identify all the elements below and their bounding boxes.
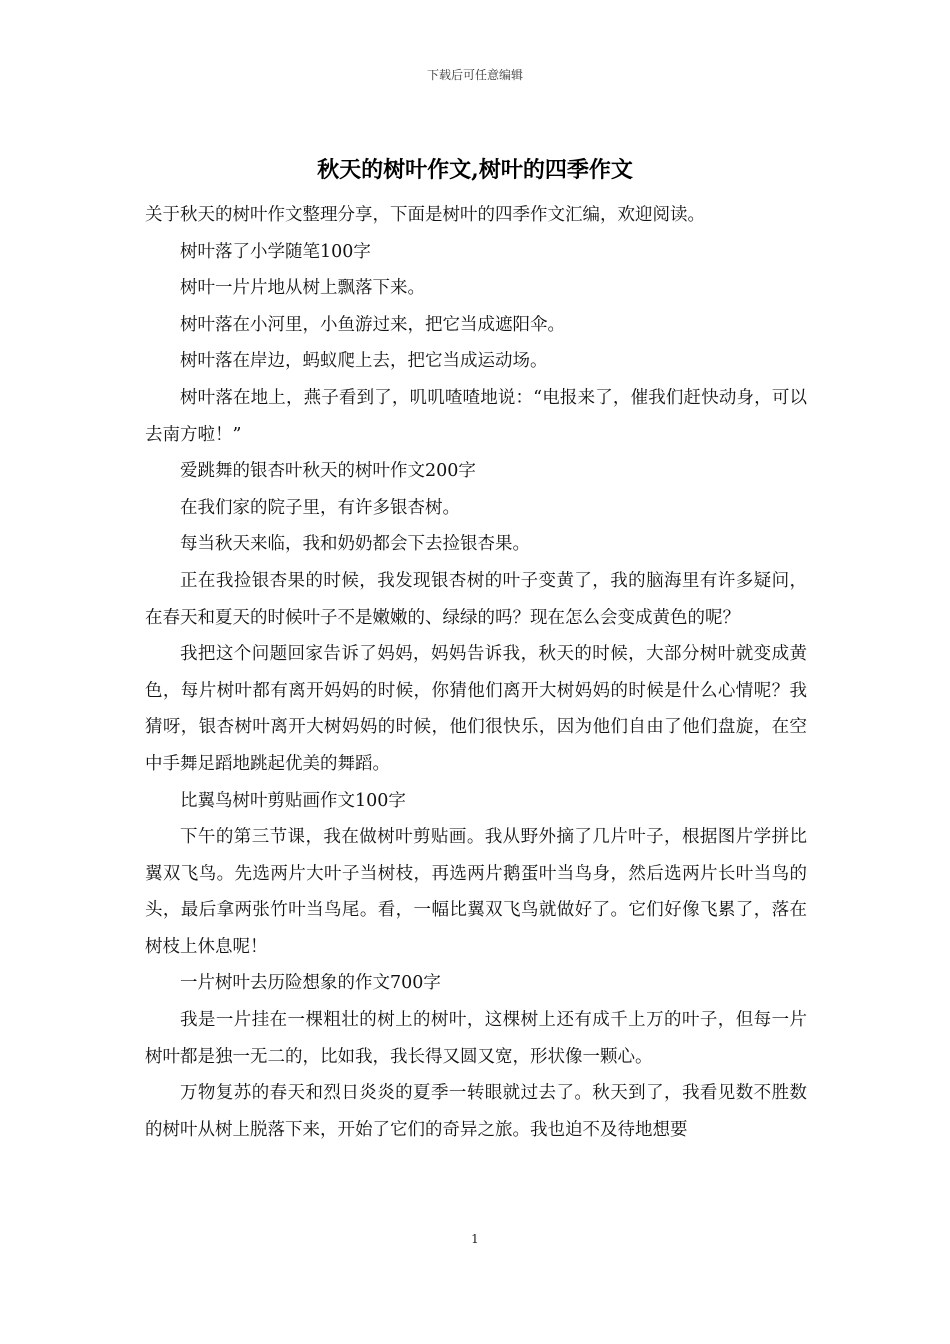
paragraph: 下午的第三节课，我在做树叶剪贴画。我从野外摘了几片叶子，根据图片学拼比翼双飞鸟。先选两片大叶子当树枝，再选两片鹅蛋叶当鸟身，然后选两片长叶当鸟的头，最后拿两张竹叶当鸟尾。看，一幅比翼双飞鸟就做好了。它们好像飞累了，落在树枝上休息呢！	[145, 827, 807, 957]
paragraph: 我是一片挂在一棵粗壮的树上的树叶，这棵树上还有成千上万的叶子，但每一片树叶都是独一无二的，比如我，我长得又圆又宽，形状像一颗心。	[145, 1010, 807, 1067]
paragraph: 树叶落在地上，燕子看到了，叽叽喳喳地说：“电报来了，催我们赶快动身，可以去南方啦！”	[145, 387, 807, 445]
paragraph: 树叶落在小河里，小鱼游过来，把它当成遮阳伞。	[180, 314, 565, 335]
paragraph: 每当秋天来临，我和奶奶都会下去捡银杏果。	[180, 534, 530, 555]
document-title: 秋天的树叶作文,树叶的四季作文	[317, 157, 633, 183]
paragraph-heading-3: 比翼鸟树叶剪贴画作文100字	[180, 790, 406, 811]
document-body	[145, 197, 807, 1148]
paragraph: 万物复苏的春天和烈日炎炎的夏季一转眼就过去了。秋天到了，我看见数不胜数的树叶从树上脱落下来，开始了它们的奇异之旅。我也迫不及待地想要	[145, 1083, 807, 1140]
paragraph: 树叶落在岸边，蚂蚁爬上去，把它当成运动场。	[180, 351, 548, 372]
paragraph: 正在我捡银杏果的时候，我发现银杏树的叶子变黄了，我的脑海里有许多疑问，在春天和夏天的时候叶子不是嫩嫩的、绿绿的吗？现在怎么会变成黄色的呢？	[145, 570, 807, 628]
page-header-note: 下载后可任意编辑	[426, 68, 523, 82]
page-number: 1	[471, 1232, 479, 1246]
paragraph: 树叶一片片地从树上飘落下来。	[180, 278, 425, 299]
paragraph-heading-4: 一片树叶去历险想象的作文700字	[180, 973, 441, 994]
paragraph-heading-2: 爱跳舞的银杏叶秋天的树叶作文200字	[180, 461, 476, 482]
paragraph-intro: 关于秋天的树叶作文整理分享，下面是树叶的四季作文汇编，欢迎阅读。	[145, 205, 705, 225]
paragraph: 在我们家的院子里，有许多银杏树。	[180, 497, 460, 518]
paragraph: 我把这个问题回家告诉了妈妈，妈妈告诉我，秋天的时候，大部分树叶就变成黄色，每片树叶都有离开妈妈的时候，你猜他们离开大树妈妈的时候是什么心情呢？我猜呀，银杏树叶离开大树妈妈的时候，他们很快乐，因为他们自由了他们盘旋，在空中手舞足蹈地跳起优美的舞蹈。	[145, 644, 807, 774]
paragraph-heading-1: 树叶落了小学随笔100字	[180, 241, 371, 262]
